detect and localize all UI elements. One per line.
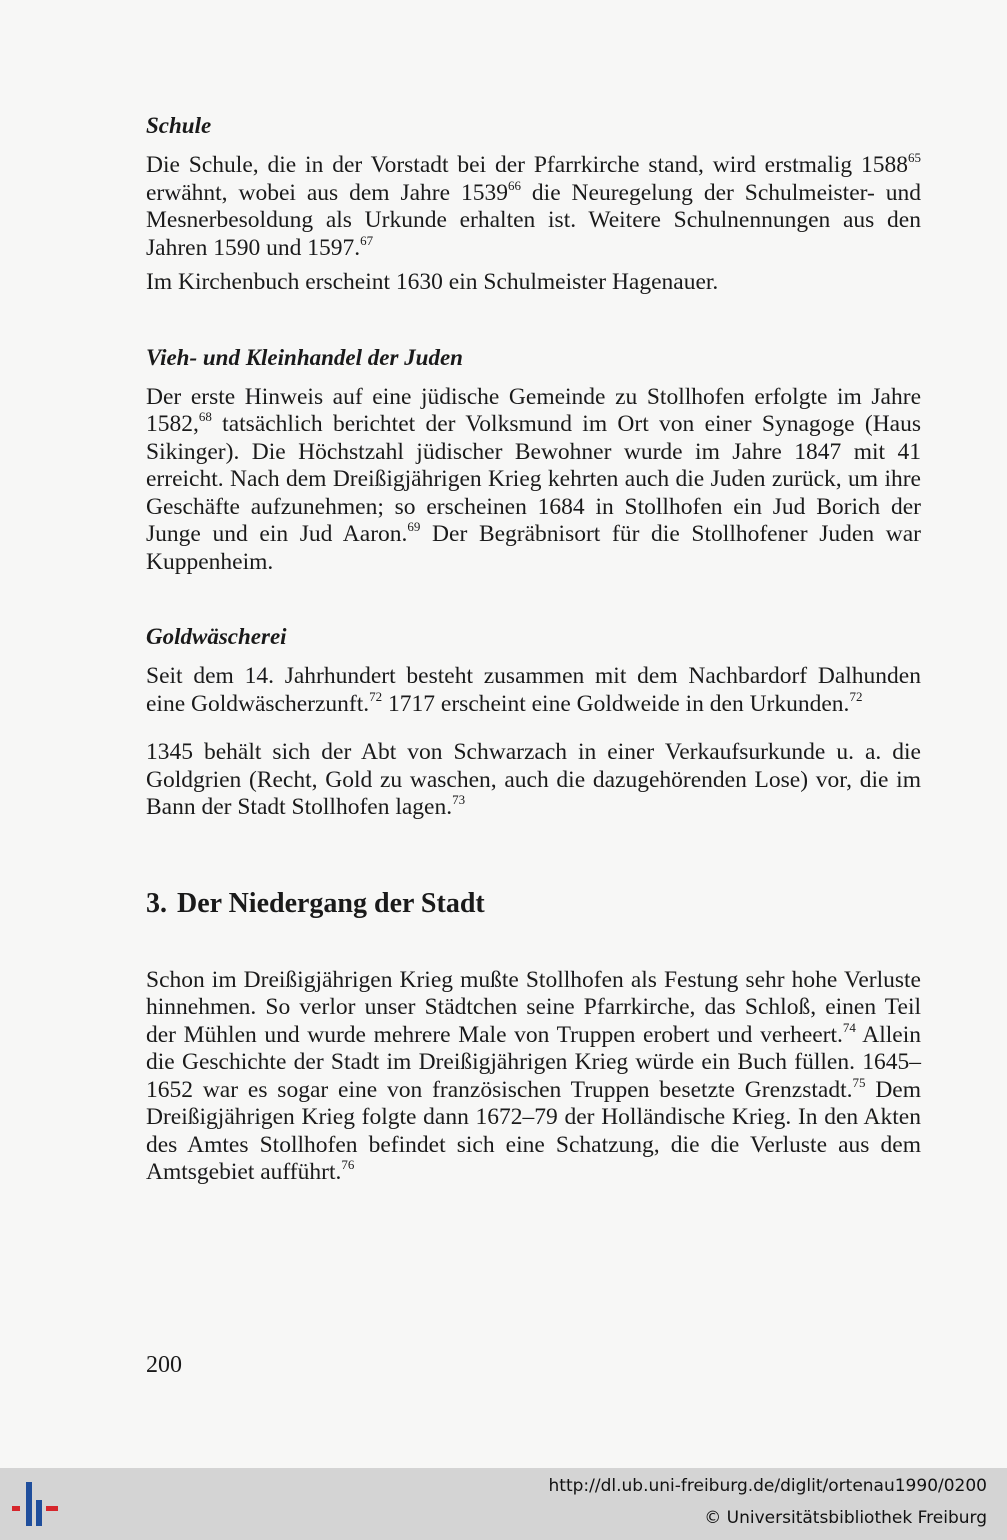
- section-heading: Schule: [146, 113, 212, 138]
- footnote-marker: 67: [360, 232, 374, 248]
- paragraph: [146, 739, 921, 822]
- footnote-marker: 66: [507, 177, 521, 193]
- text-run: 1345 behält sich der Abt von Schwarzach in einer Verkaufsurkunde u. a. die Goldgrien (Recht, Gold zu waschen, auch die dazugehörenden Lose) vor, die im Bann der Stadt Stollhofen lagen.: [146, 739, 921, 820]
- footnote-marker: 72: [369, 688, 383, 704]
- text-run: Der Begräbnisort für die Stollhofener Juden war Kuppenheim.: [146, 521, 921, 575]
- section-juden: [146, 344, 921, 577]
- section-heading: Goldwäscherei: [146, 624, 287, 649]
- text-run: Im Kirchenbuch erscheint 1630 ein Schulmeister Hagenauer.: [146, 269, 719, 295]
- text-run: 1717 erscheint eine Goldweide in den Urkunden.: [382, 690, 850, 717]
- text-run: Seit dem 14. Jahrhundert besteht zusammen mit dem Nachbardorf Dalhunden eine Goldwäscherzunft.: [146, 663, 921, 717]
- ub-freiburg-logo-icon: [8, 1476, 64, 1532]
- chapter-number: 3.: [146, 887, 167, 919]
- footnote-marker: 72: [849, 688, 863, 704]
- chapter-title: Der Niedergang der Stadt: [177, 887, 485, 919]
- chapter-heading: [146, 887, 921, 921]
- paragraph: [146, 152, 921, 262]
- footnote-marker: 74: [842, 1019, 856, 1035]
- text-run: Dem Dreißigjährigen Krieg folgte dann 1672–79 der Holländische Krieg. In den Akten des Amtes Stollhofen befindet sich eine Schatzung, die die Verluste aus dem Amtsgebiet aufführt.: [146, 1076, 921, 1185]
- section-schule: [146, 112, 921, 297]
- page-content: [146, 112, 921, 1194]
- chapter-niedergang: [146, 887, 921, 1187]
- paragraph: [146, 967, 921, 1187]
- footer-copyright: © Universitätsbibliothek Freiburg: [704, 1508, 987, 1528]
- paragraph: [146, 384, 921, 577]
- text-run: tatsächlich berichtet der Volksmund im Ort von einer Synagoge (Haus Sikinger). Die Höchstzahl jüdischer Bewohner wurde im Jahre 1847 mit 41 erreicht. Nach dem Dreißigjährigen Krieg kehrten auch die Juden zurück, um ihre Geschäfte aufzunehmen; so erscheinen 1684 in Stollhofen ein Jud Borich der Junge und ein Jud Aaron.: [146, 411, 921, 547]
- footnote-marker: 69: [407, 519, 421, 535]
- paragraph: [146, 663, 921, 718]
- footnote-marker: 76: [341, 1157, 355, 1173]
- text-run: Die Schule, die in der Vorstadt bei der Pfarrkirche stand, wird erstmalig 1588: [146, 152, 908, 178]
- paragraph: [146, 269, 921, 297]
- footnote-marker: 73: [452, 792, 466, 808]
- text-run: Allein die Geschichte der Stadt im Dreißigjährigen Krieg würde ein Buch füllen. 1645–1652 war es sogar eine von französischen Truppen besetzte Grenzstadt.: [146, 1021, 921, 1103]
- text-run: Schon im Dreißigjährigen Krieg mußte Stollhofen als Festung sehr hohe Verluste hinnehmen. So verlor unser Städtchen seine Pfarrkirche, das Schloß, einen Teil der Mühlen und wurde mehrere Male von Truppen erobert und verheert.: [146, 966, 921, 1048]
- section-heading: Vieh- und Kleinhandel der Juden: [146, 344, 463, 370]
- footer-bar: [0, 1468, 1007, 1540]
- text-run: die Neuregelung der Schulmeister- und Mesnerbesoldung als Urkunde erhalten ist. Weitere Schulnennungen aus den Jahren 1590 und 1597.: [146, 179, 921, 261]
- text-run: Der erste Hinweis auf eine jüdische Gemeinde zu Stollhofen erfolgte im Jahre 1582,: [146, 383, 921, 437]
- footnote-marker: 68: [198, 409, 212, 425]
- section-goldwaescherei: [146, 623, 921, 822]
- text-run: erwähnt, wobei aus dem Jahre 1539: [146, 179, 508, 206]
- footnote-marker: 65: [908, 150, 921, 166]
- footnote-marker: 75: [852, 1074, 866, 1090]
- footer-url-link[interactable]: http://dl.ub.uni-freiburg.de/diglit/ortenau1990/0200: [548, 1476, 987, 1496]
- page-number: 200: [146, 1352, 182, 1378]
